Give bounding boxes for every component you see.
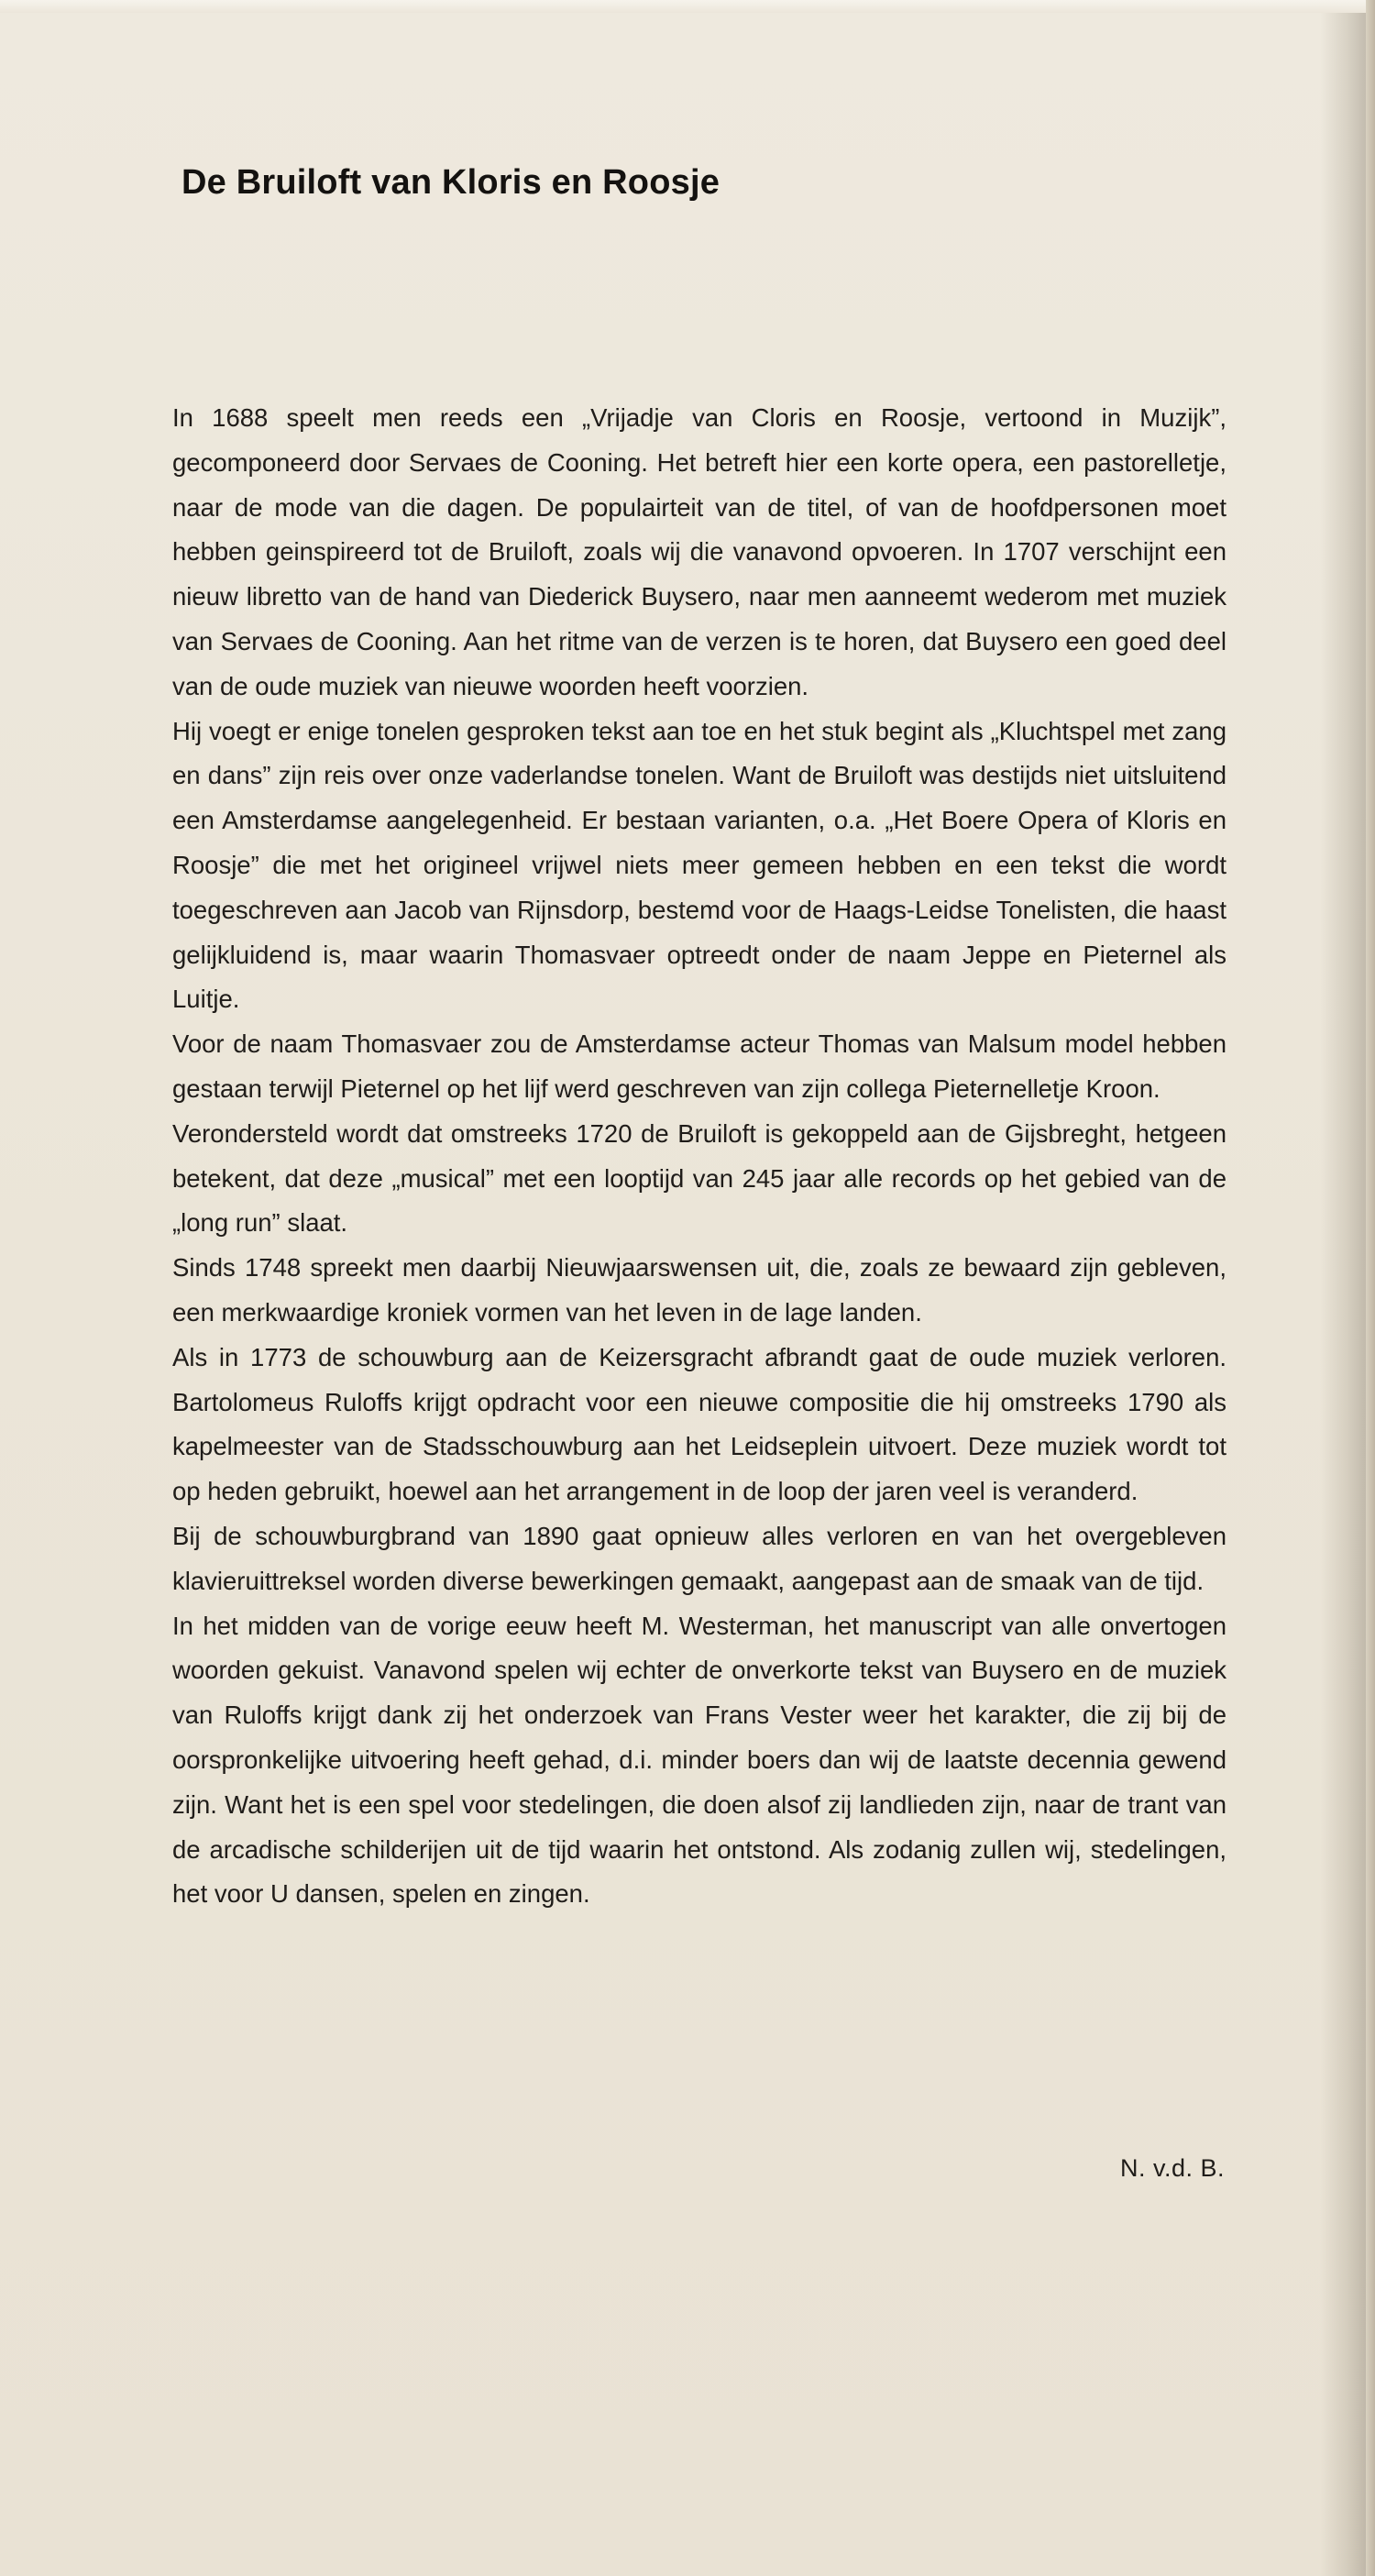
- page-top-edge: [0, 0, 1375, 13]
- paragraph-3: Voor de naam Thomasvaer zou de Amsterdamse acteur Thomas van Malsum model hebben gestaan terwijl Pieternel op het lijf werd geschreven van zijn collega Pieternelletje Kroon.: [172, 1029, 1226, 1103]
- document-body: [172, 396, 1226, 1917]
- paragraph-7: Bij de schouwburgbrand van 1890 gaat opnieuw alles verloren en van het overgebleven klavieruittreksel worden diverse bewerkingen gemaakt, aangepast aan de smaak van de tijd.: [172, 1521, 1226, 1595]
- paragraph-2: Hij voegt er enige tonelen gesproken tekst aan toe en het stuk begint als „Kluchtspel met zang en dans” zijn reis over onze vaderlandse tonelen. Want de Bruiloft was destijds niet uitsluitend een Amsterdamse aangelegenheid. Er bestaan varianten, o.a. „Het Boere Opera of Kloris en Roosje” die met het origineel vrijwel niets meer gemeen hebben en een tekst die wordt toegeschreven aan Jacob van Rijnsdorp, bestemd voor de Haags-Leidse Tonelisten, die haast gelijkluidend is, maar waarin Thomasvaer optreedt onder de naam Jeppe en Pieternel als Luitje.: [172, 716, 1226, 1014]
- paragraph-5: Sinds 1748 spreekt men daarbij Nieuwjaarswensen uit, die, zoals ze bewaard zijn gebleven, een merkwaardige kroniek vormen van het leven in de lage landen.: [172, 1253, 1226, 1327]
- document-title: De Bruiloft van Kloris en Roosje: [182, 163, 720, 202]
- paragraph-1: In 1688 speelt men reeds een „Vrijadje van Cloris en Roosje, vertoond in Muzijk”, gecomponeerd door Servaes de Cooning. Het betreft hier een korte opera, een pastorelletje, naar de mode van die dagen. De populairteit van de titel, of van de hoofdpersonen moet hebben geinspireerd tot de Bruiloft, zoals wij die vanavond opvoeren. In 1707 verschijnt een nieuw libretto van de hand van Diederick Buysero, naar men aanneemt wederom met muziek van Servaes de Cooning. Aan het ritme van de verzen is te horen, dat Buysero een goed deel van de oude muziek van nieuwe woorden heeft voorzien.: [172, 403, 1226, 700]
- paragraph-4: Verondersteld wordt dat omstreeks 1720 de Bruiloft is gekoppeld aan de Gijsbreght, hetgeen betekent, dat deze „musical” met een looptijd van 245 jaar alle records op het gebied van de „long run” slaat.: [172, 1118, 1226, 1238]
- paragraph-6: Als in 1773 de schouwburg aan de Keizersgracht afbrandt gaat de oude muziek verloren. Bartolomeus Ruloffs krijgt opdracht voor een nieuwe compositie die hij omstreeks 1790 als kapelmeester van de Stadsschouwburg aan het Leidseplein uitvoert. Deze muziek wordt tot op heden gebruikt, hoewel aan het arrangement in de loop der jaren veel is veranderd.: [172, 1342, 1226, 1506]
- author-signature: N. v.d. B.: [1119, 2154, 1225, 2182]
- paragraph-8: In het midden van de vorige eeuw heeft M. Westerman, het manuscript van alle onvertogen woorden gekuist. Vanavond spelen wij echter de onverkorte tekst van Buysero en de muziek van Ruloffs krijgt dank zij het onderzoek van Frans Vester weer het karakter, die zij bij de oorspronkelijke uitvoering heeft gehad, d.i. minder boers dan wij de laatste decennia gewend zijn. Want het is een spel voor stedelingen, die doen alsof zij landlieden zijn, naar de trant van de arcadische schilderijen uit de tijd waarin het ontstond. Als zodanig zullen wij, stedelingen, het voor U dansen, spelen en zingen.: [172, 1611, 1226, 1909]
- page-right-edge: [1366, 0, 1375, 2576]
